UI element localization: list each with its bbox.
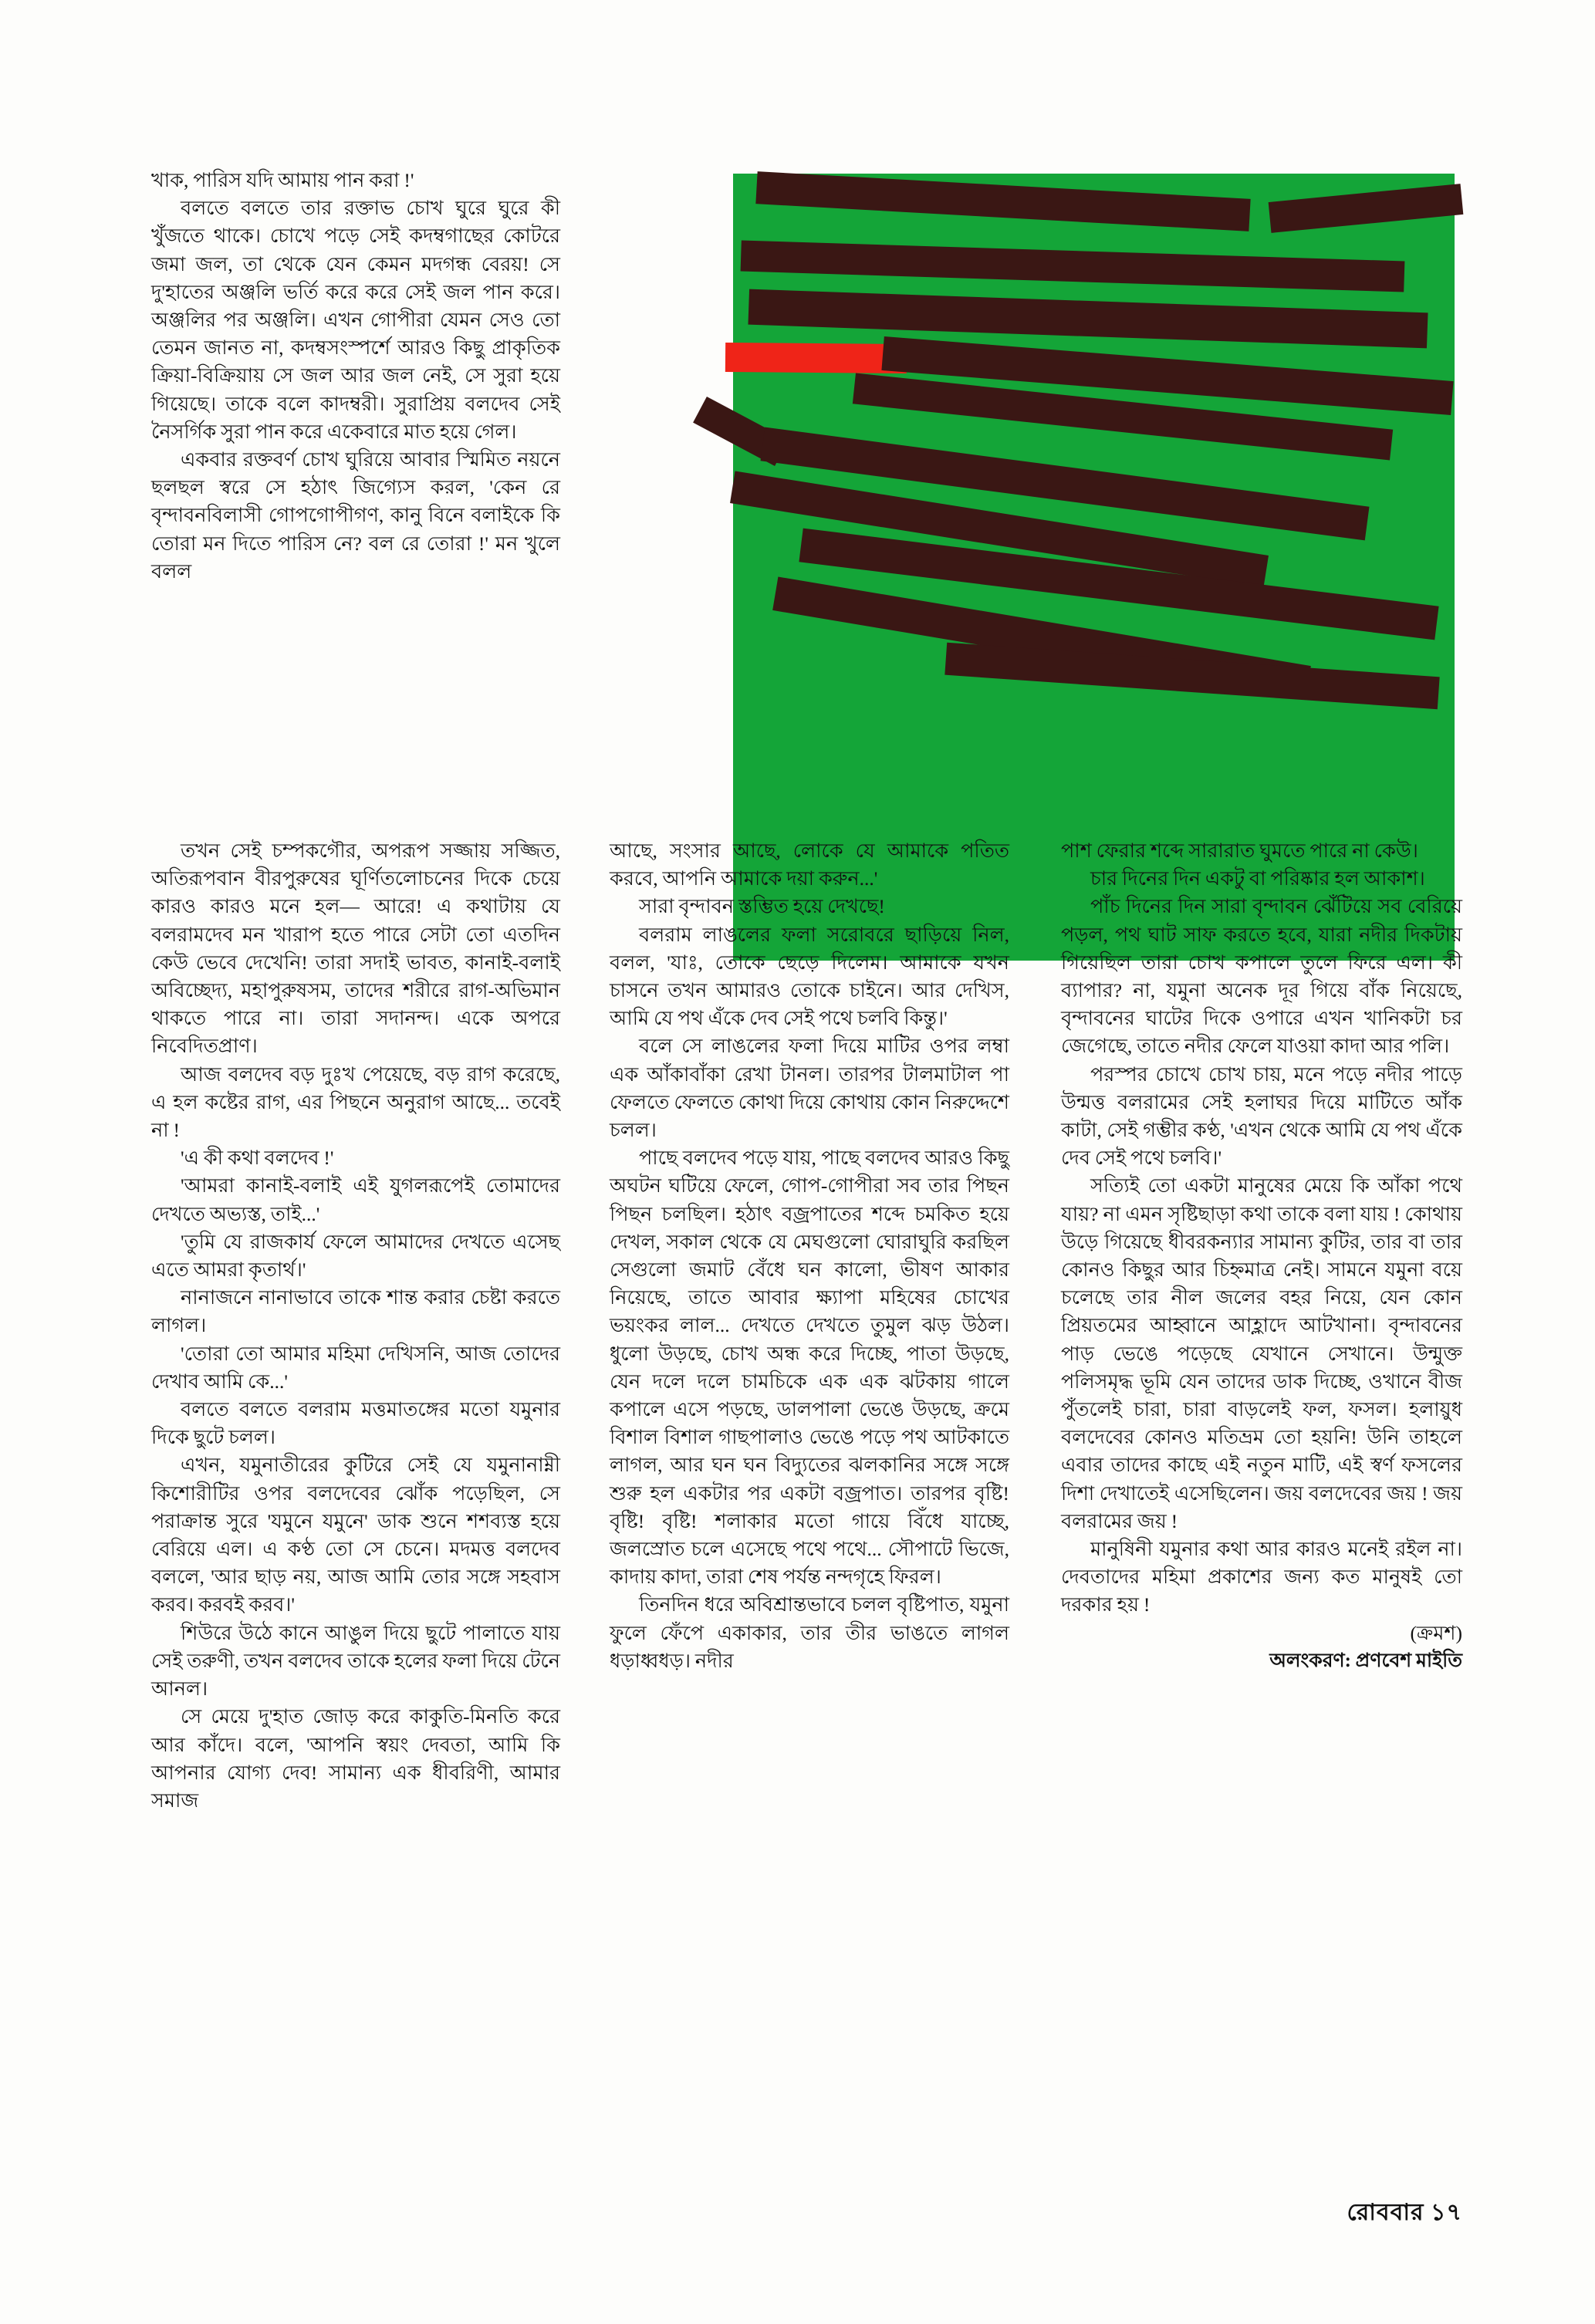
paragraph: তিনদিন ধরে অবিশ্রান্তভাবে চলল বৃষ্টিপাত, যমুনা ফুলে ফেঁপে একাকার, তার তীর ভাঙতে লাগল ধড়াধ্বধড়। নদীর — [610, 1593, 1009, 1672]
paragraph: মানুষিনী যমুনার কথা আর কারও মনেই রইল না। দেবতাদের মহিমা প্রকাশের জন্য কত মানুষই তো দরকার হয় ! — [1061, 1538, 1462, 1616]
paragraph: বলে সে লাঙলের ফলা দিয়ে মাটির ওপর লম্বা এক আঁকাবাঁকা রেখা টানল। তারপর টালমাটাল পা ফেলতে ফেলতে কোথা দিয়ে কোথায় কোন নিরুদ্দেশে চলল। — [610, 1035, 1009, 1142]
paragraph: 'এ কী কথা বলদেব !' — [181, 1147, 334, 1170]
paragraph: তখন সেই চম্পকগৌর, অপরূপ সজ্জায় সজ্জিত, অতিরূপবান বীরপুরুষের ঘূর্ণিতলোচনের দিকে চেয়ে কারও কারও মনে হল— আরে! এ কথাটায় যে বলরামদেব মন খারাপ হতে পারে সেটা তো এতদিন কেউ ভেবে দেখেনি! তারা সদাই ভাবত, কানাই-বলাই অবিচ্ছেদ্য, মহাপুরুষসম, তাদের শরীরে রাগ-অভিমান থাকতে পারে না। তারা সদানন্দ। একে অপরে নিবেদিতপ্রাণ। — [151, 839, 560, 1058]
paragraph: নানাজনে নানাভাবে তাকে শান্ত করার চেষ্টা করতে লাগল। — [151, 1286, 560, 1337]
paragraph: সারা বৃন্দাবন স্তম্ভিত হয়ে দেখছে! — [639, 895, 885, 918]
paragraph: 'তুমি যে রাজকার্য ফেলে আমাদের দেখতে এসেছ এতে আমরা কৃতার্থ।' — [151, 1230, 560, 1282]
paragraph: সত্যিই তো একটা মানুষের মেয়ে কি আঁকা পথে যায়? না এমন সৃষ্টিছাড়া কথা তাকে বলা যায় ! কোথায় উড়ে গিয়েছে ধীবরকন্যার সামান্য কুটির, তার বা তার কোনও কিছুর আর চিহ্নমাত্র নেই। সামনে যমুনা বয়ে চলেছে তার নীল জলের বহর নিয়ে, যেন কোন প্রিয়তমের আহ্বানে আহ্লাদে আটখানা। বৃন্দাবনের পাড় ভেঙে পড়েছে যেখানে সেখানে। উন্মুক্ত পলিসমৃদ্ধ ভূমি যেন তাদের ডাক দিচ্ছে, ওখানে বীজ পুঁতলেই চারা, চারা বাড়লেই ফল, ফসল। হলায়ুধ বলদেবের কোনও মতিভ্রম তো হয়নি! উনি তাহলে এবার তাদের কাছে এই নতুন মাটি, এই স্বর্ণ ফসলের দিশা দেখাতেই এসেছিলেন। জয় বলদেবের জয় ! জয় বলরামের জয় ! — [1061, 1174, 1462, 1532]
paragraph: এখন, যমুনাতীরের কুটিরে সেই যে যমুনানাম্নী কিশোরীটির ওপর বলদেবের ঝোঁক পড়েছিল, সে পরাক্রান্ত সুরে 'যমুনে যমুনে' ডাক শুনে শশব্যস্ত হয়ে বেরিয়ে এল। এ কণ্ঠ তো সে চেনে। মদমত্ত বলদেব বললে, 'আর ছাড় নয়, আজ আমি তোর সঙ্গে সহবাস করব। করবই করব।' — [151, 1454, 560, 1616]
paragraph: বলতে বলতে তার রক্তাভ চোখ ঘুরে ঘুরে কী খুঁজতে থাকে। চোখে পড়ে সেই কদম্বগাছের কোটরে জমা জল, তা থেকে যেন কেমন মদগন্ধ বেরয়! সে দু'হাতের অঞ্জলি ভর্তি করে করে সেই জল পান করে। অঞ্জলির পর অঞ্জলি। এখন গোপীরা যেমন সেও তো তেমন জানত না, কদম্বসংস্পর্শে আরও কিছু প্রাকৃতিক ক্রিয়া-বিক্রিয়ায় সে জল আর জল নেই, সে সুরা হয়ে গিয়েছে। তাকে বলে কাদম্বরী। সুরাপ্রিয় বলদেব সেই নৈসর্গিক সুরা পান করে একেবারে মাত হয়ে গেল। — [151, 197, 560, 443]
paragraph: বলতে বলতে বলরাম মত্তমাতঙ্গের মতো যমুনার দিকে ছুটে চলল। — [151, 1398, 560, 1449]
text-column-a — [151, 167, 560, 586]
paragraph: আজ বলদেব বড় দুঃখ পেয়েছে, বড় রাগ করেছে, এ হল কষ্টের রাগ, এর পিছনে অনুরাগ আছে... তবেই না ! — [151, 1062, 560, 1142]
paragraph: বলরাম লাঙলের ফলা সরোবরে ছাড়িয়ে নিল, বলল, 'যাঃ, তোকে ছেড়ে দিলেম। আমাকে যখন চাসনে তখন আমারও তোকে চাইনে। আর দেখিস, আমি যে পথ এঁকে দেব সেই পথে চলবি কিন্তু।' — [610, 923, 1009, 1030]
page-folio: রোববার ১৭ — [1347, 2200, 1462, 2225]
paragraph: খাক, পারিস যদি আমায় পান করা !' — [151, 169, 414, 191]
continued-note: (ক্রমশ) — [1410, 1621, 1462, 1644]
paragraph: আছে, সংসার আছে, লোকে যে আমাকে পতিত করবে, আপনি আমাকে দয়া করুন...' — [610, 839, 1009, 890]
text-column-d — [1061, 837, 1462, 1674]
collage-strip — [725, 343, 907, 373]
text-column-c — [610, 837, 1009, 1675]
paragraph: শিউরে উঠে কানে আঙুল দিয়ে ছুটে পালাতে যায় সেই তরুণী, তখন বলদেব তাকে হলের ফলা দিয়ে টেনে আনল। — [151, 1621, 560, 1701]
illustration-credit: অলংকরণ: প্রণবেশ মাইতি — [1269, 1650, 1462, 1671]
paragraph: সে মেয়ে দু'হাত জোড় করে কাকুতি-মিনতি করে আর কাঁদে। বলে, 'আপনি স্বয়ং দেবতা, আমি কি আপনার যোগ্য দেব! সামান্য এক ধীবরিণী, আমার সমাজ — [151, 1705, 560, 1812]
paragraph: একবার রক্তবর্ণ চোখ ঘুরিয়ে আবার স্মিমিত নয়নে ছলছল স্বরে সে হঠাৎ জিগ্যেস করল, 'কেন রে বৃন্দাবনবিলাসী গোপগোপীগণ, কানু বিনে বলাইকে কি তোরা মন দিতে পারিস নে? বল রে তোরা !' মন খুলে বলল — [151, 448, 560, 583]
paragraph: 'আমরা কানাই-বলাই এই যুগলরূপেই তোমাদের দেখতে অভ্যস্ত, তাই...' — [151, 1174, 560, 1225]
paragraph: পাঁচ দিনের দিন সারা বৃন্দাবন ঝেঁটিয়ে সব বেরিয়ে পড়ল, পথ ঘাট সাফ করতে হবে, যারা নদীর দিকটায় গিয়েছিল তারা চোখ কপালে তুলে ফিরে এল। কী ব্যাপার? না, যমুনা অনেক দূর গিয়ে বাঁক নিয়েছে, বৃন্দাবনের ঘাটের দিকে ওপারে এখন খানিকটা চর জেগেছে, তাতে নদীর ফেলে যাওয়া কাদা আর পলি। — [1061, 895, 1462, 1058]
paragraph: 'তোরা তো আমার মহিমা দেখিসনি, আজ তোদের দেখাব আমি কে...' — [151, 1342, 560, 1393]
paragraph: পাছে বলদেব পড়ে যায়, পাছে বলদেব আরও কিছু অঘটন ঘটিয়ে ফেলে, গোপ-গোপীরা সব তার পিছন পিছন চলছিল। হঠাৎ বজ্রপাতের শব্দে চমকিত হয়ে দেখল, সকাল থেকে যে মেঘগুলো ঘোরাঘুরি করছিল সেগুলো জমাট বেঁধে ঘন কালো, ভীষণ আকার নিয়েছে, তাতে আবার ক্ষ্যাপা মহিষের চোখের ভয়ংকর লাল... দেখতে দেখতে তুমুল ঝড় উঠল। ধুলো উড়ছে, চোখ অন্ধ করে দিচ্ছে, পাতা উড়ছে, যেন দলে দলে চামচিকে এক এক ঝটকায় গালে কপালে এসে পড়ছে, ডালপালা ভেঙে উড়ছে, ক্রমে বিশাল বিশাল গাছপালাও ভেঙে পড়ে পথ আটকাতে লাগল, আর ঘন ঘন বিদ্যুতের ঝলকানির সঙ্গে সঙ্গে শুরু হল একটার পর একটা বজ্রপাত। তারপর বৃষ্টি! বৃষ্টি! বৃষ্টি! শলাকার মতো গায়ে বিঁধে যাচ্ছে, জলস্রোত চলে এসেছে পথে পথে... সৌপাটে ভিজে, কাদায় কাদা, তারা শেষ পর্যন্ত নন্দগৃহে ফিরল। — [610, 1147, 1009, 1589]
text-column-b — [151, 837, 560, 1815]
paragraph: চার দিনের দিন একটু বা পরিষ্কার হল আকাশ। — [1090, 867, 1425, 890]
paragraph: পরস্পর চোখে চোখ চায়, মনে পড়ে নদীর পাড়ে উন্মত্ত বলরামের সেই হলাঘর দিয়ে মাটিতে আঁক কাটা, সেই গম্ভীর কণ্ঠ, 'এখন থেকে আমি যে পথ এঁকে দেব সেই পথে চলবি।' — [1061, 1062, 1462, 1170]
paragraph: পাশ ফেরার শব্দে সারারাত ঘুমতে পারে না কেউ। — [1061, 839, 1418, 862]
